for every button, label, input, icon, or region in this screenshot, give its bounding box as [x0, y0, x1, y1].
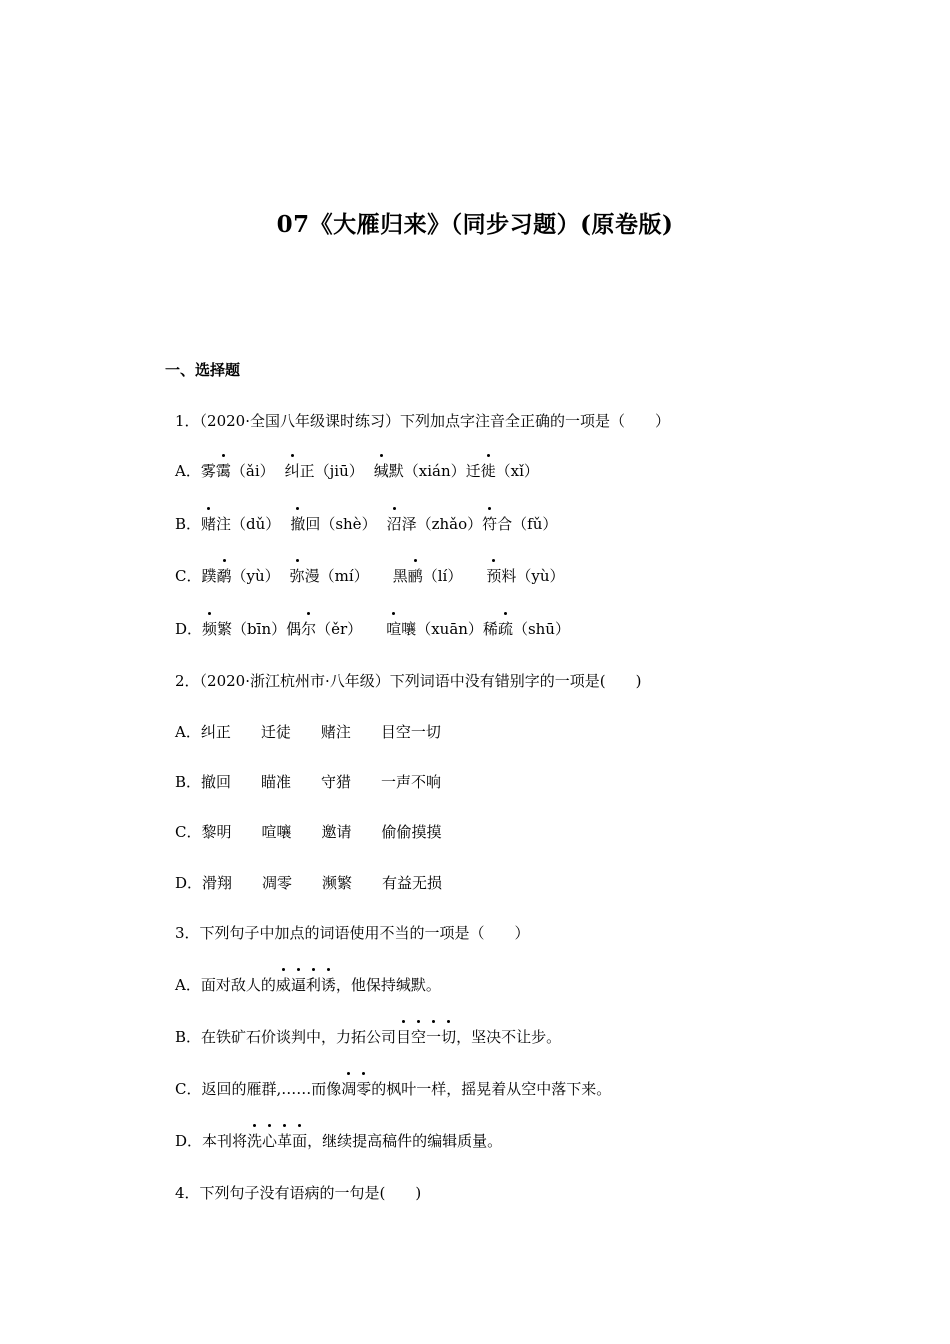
page-title: 07《大雁归来》（同步习题）(原卷版): [276, 211, 674, 238]
question-3-option-d: D．本刊将洗心革面，继续提高稿件的编辑质量。: [175, 1132, 503, 1150]
question-4-stem: 4．下列句子没有语病的一句是( ): [175, 1184, 422, 1202]
question-3-option-c: C．返回的雁群,……而像凋零的枫叶一样，摇晃着从空中落下来。: [175, 1080, 612, 1098]
question-2-stem: 2．（2020·浙江杭州市·八年级）下列词语中没有错别字的一项是( ): [175, 672, 642, 690]
question-1-stem: 1．（2020·全国八年级课时练习）下列加点字注音全正确的一项是（ ）: [175, 412, 670, 430]
question-3-stem: 3．下列句子中加点的词语使用不当的一项是（ ）: [175, 924, 530, 942]
section-heading: 一、选择题: [165, 361, 241, 379]
question-1-option-b: B．赌注（dǔ） 撤回（shè） 沼泽（zhǎo）符合（fǔ）: [175, 515, 558, 533]
question-1-option-d: D．频繁（bīn）偶尔（ěr） 喧嚷（xuān）稀疏（shū）: [175, 620, 570, 638]
question-1-option-c: C．蹼鹬（yù） 弥漫（mí） 黑鹂（lí） 预料（yù）: [175, 567, 565, 585]
question-1-option-a: A．雾霭（ǎi） 纠正（jiū） 缄默（xián）迁徙（xǐ）: [175, 462, 539, 480]
question-2-option-c: C．黎明 喧嚷 邀请 偷偷摸摸: [175, 823, 442, 841]
question-2-option-d: D．滑翔 凋零 濒繁 有益无损: [175, 874, 443, 892]
question-3-option-a: A．面对敌人的威逼利诱，他保持缄默。: [175, 976, 441, 994]
question-2-option-b: B．撤回 瞄准 守猎 一声不响: [175, 773, 442, 791]
question-3-option-b: B．在铁矿石价谈判中，力拓公司目空一切，坚决不让步。: [175, 1028, 562, 1046]
question-2-option-a: A．纠正 迁徒 赌注 目空一切: [175, 723, 441, 741]
